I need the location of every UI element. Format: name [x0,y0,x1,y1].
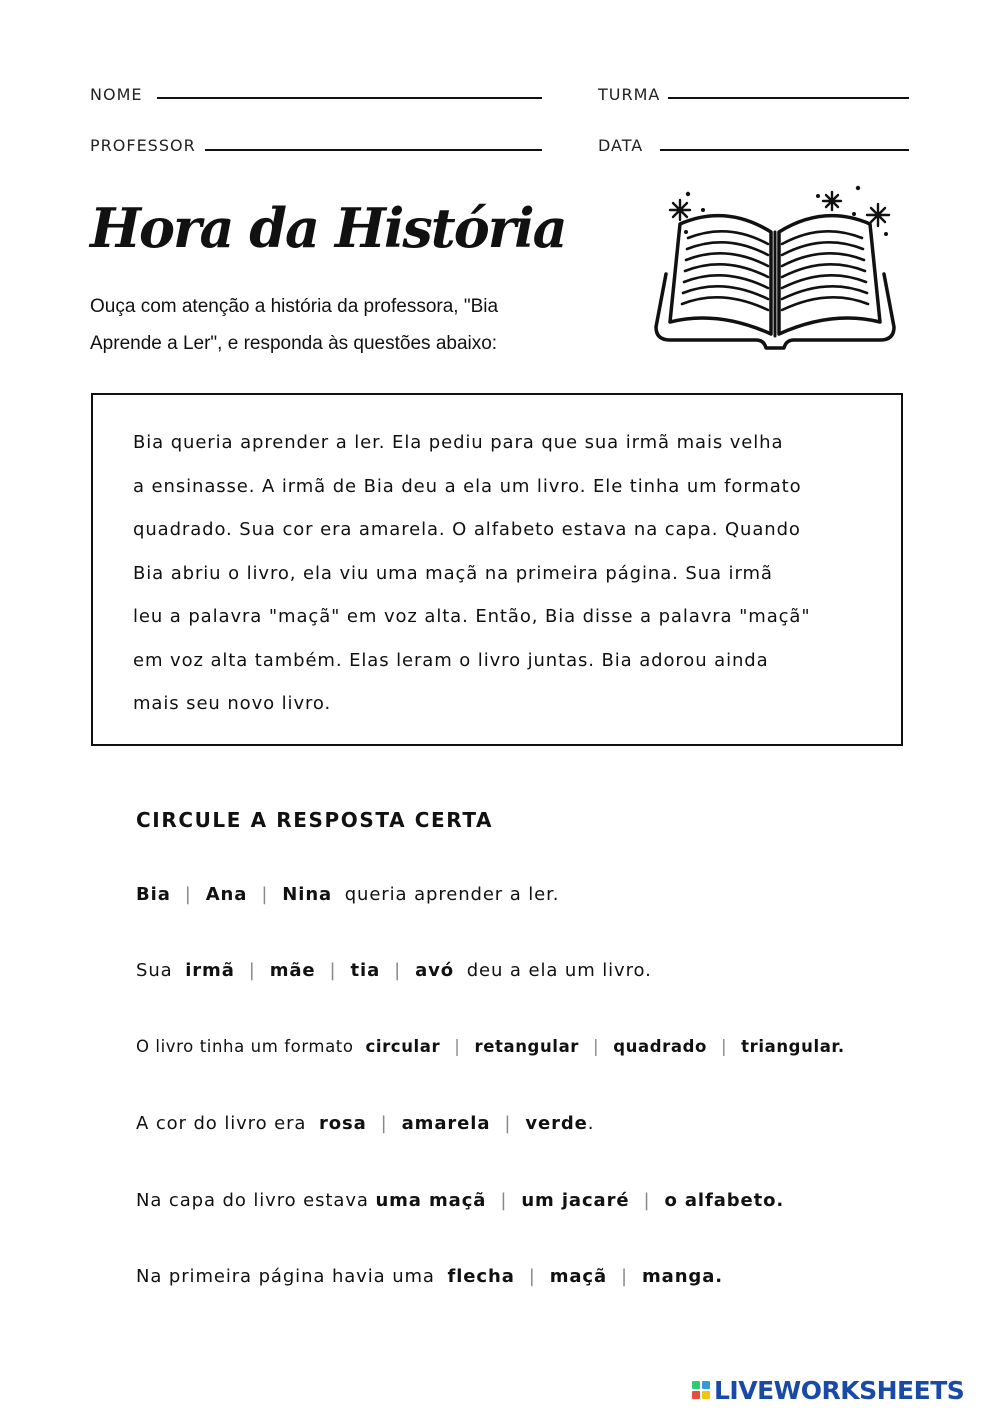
option-uma-maca[interactable]: uma maçã [375,1190,487,1211]
option-tia[interactable]: tia [350,960,381,981]
separator: | [504,1113,512,1134]
separator: | [720,1037,728,1056]
logo-square [702,1381,710,1389]
logo-square [702,1391,710,1399]
option-nina[interactable]: Nina [282,884,333,905]
option-manga[interactable]: manga. [642,1266,724,1287]
separator: | [454,1037,461,1056]
question-prefix: A cor do livro era [136,1113,307,1134]
section-title: CIRCULE A RESPOSTA CERTA [136,808,494,832]
option-verde[interactable]: verde [525,1113,588,1134]
option-o-alfabeto[interactable]: o alfabeto. [664,1190,785,1211]
question-2 [136,960,652,981]
separator: | [621,1266,629,1287]
option-quadrado[interactable]: quadrado [613,1037,707,1056]
date-field-line[interactable] [660,149,909,151]
story-line: leu a palavra "maçã" em voz alta. Então, Bia disse a palavra "maçã" [133,606,811,627]
teacher-field-line[interactable] [205,149,542,151]
option-maca[interactable]: maçã [549,1266,608,1287]
separator: | [528,1266,536,1287]
intro-line: Aprende a Ler", e responda às questões abaixo: [90,333,498,354]
story-box [91,393,903,746]
question-prefix: Na primeira página havia uma [136,1266,435,1287]
question-prefix: O livro tinha um formato [136,1037,354,1056]
option-avo[interactable]: avó [415,960,455,981]
separator: | [643,1190,651,1211]
story-line: em voz alta também. Elas leram o livro juntas. Bia adorou ainda [133,649,769,671]
question-1 [136,884,559,905]
option-mae[interactable]: mãe [269,960,316,981]
option-flecha[interactable]: flecha [447,1266,515,1287]
intro-line: Ouça com atenção a história da professora, "Bia [90,296,499,317]
story-line: Bia abriu o livro, ela viu uma maçã na primeira página. Sua irmã [133,562,773,584]
question-suffix: queria aprender a ler. [344,884,560,905]
logo-square [692,1381,700,1389]
option-circular[interactable]: circular [365,1037,441,1056]
teacher-label: PROFESSOR [90,136,196,155]
question-3 [136,1037,845,1056]
separator: | [261,884,269,905]
separator: | [329,960,337,981]
option-amarela[interactable]: amarela [401,1113,491,1134]
date-label: DATA [598,136,644,155]
question-suffix: deu a ela um livro. [466,960,652,981]
question-prefix: Sua [136,960,173,981]
intro-text [90,288,590,362]
separator: | [380,1113,388,1134]
open-book-icon [646,182,904,358]
option-rosa[interactable]: rosa [318,1113,367,1134]
question-suffix: . [587,1113,595,1134]
separator: | [184,884,192,905]
class-label: TURMA [598,85,661,104]
option-bia[interactable]: Bia [136,884,171,905]
name-field-line[interactable] [157,97,542,99]
logo-square [692,1391,700,1399]
separator: | [500,1190,508,1211]
option-irma[interactable]: irmã [185,960,235,981]
story-line: a ensinasse. A irmã de Bia deu a ela um livro. Ele tinha um formato [133,475,802,497]
liveworksheets-logo[interactable] [692,1375,964,1405]
option-retangular[interactable]: retangular [474,1037,580,1056]
liveworksheets-icon [692,1381,710,1399]
name-label: NOME [90,85,143,104]
option-ana[interactable]: Ana [205,884,248,905]
option-um-jacare[interactable]: um jacaré [521,1190,630,1211]
story-line: Bia queria aprender a ler. Ela pediu para que sua irmã mais velha [133,432,784,453]
question-5 [136,1190,784,1211]
separator: | [248,960,256,981]
story-text [133,421,873,726]
story-line: mais seu novo livro. [133,693,332,714]
brand-text: LIVEWORKSHEETS [714,1375,965,1405]
question-prefix: Na capa do livro estava [136,1190,369,1211]
option-triangular[interactable]: triangular. [741,1037,845,1056]
question-4 [136,1113,594,1134]
separator: | [394,960,402,981]
class-field-line[interactable] [668,97,909,99]
question-6 [136,1266,723,1287]
page-title: Hora da História [90,196,566,260]
story-line: quadrado. Sua cor era amarela. O alfabeto estava na capa. Quando [133,519,801,540]
separator: | [593,1037,600,1056]
